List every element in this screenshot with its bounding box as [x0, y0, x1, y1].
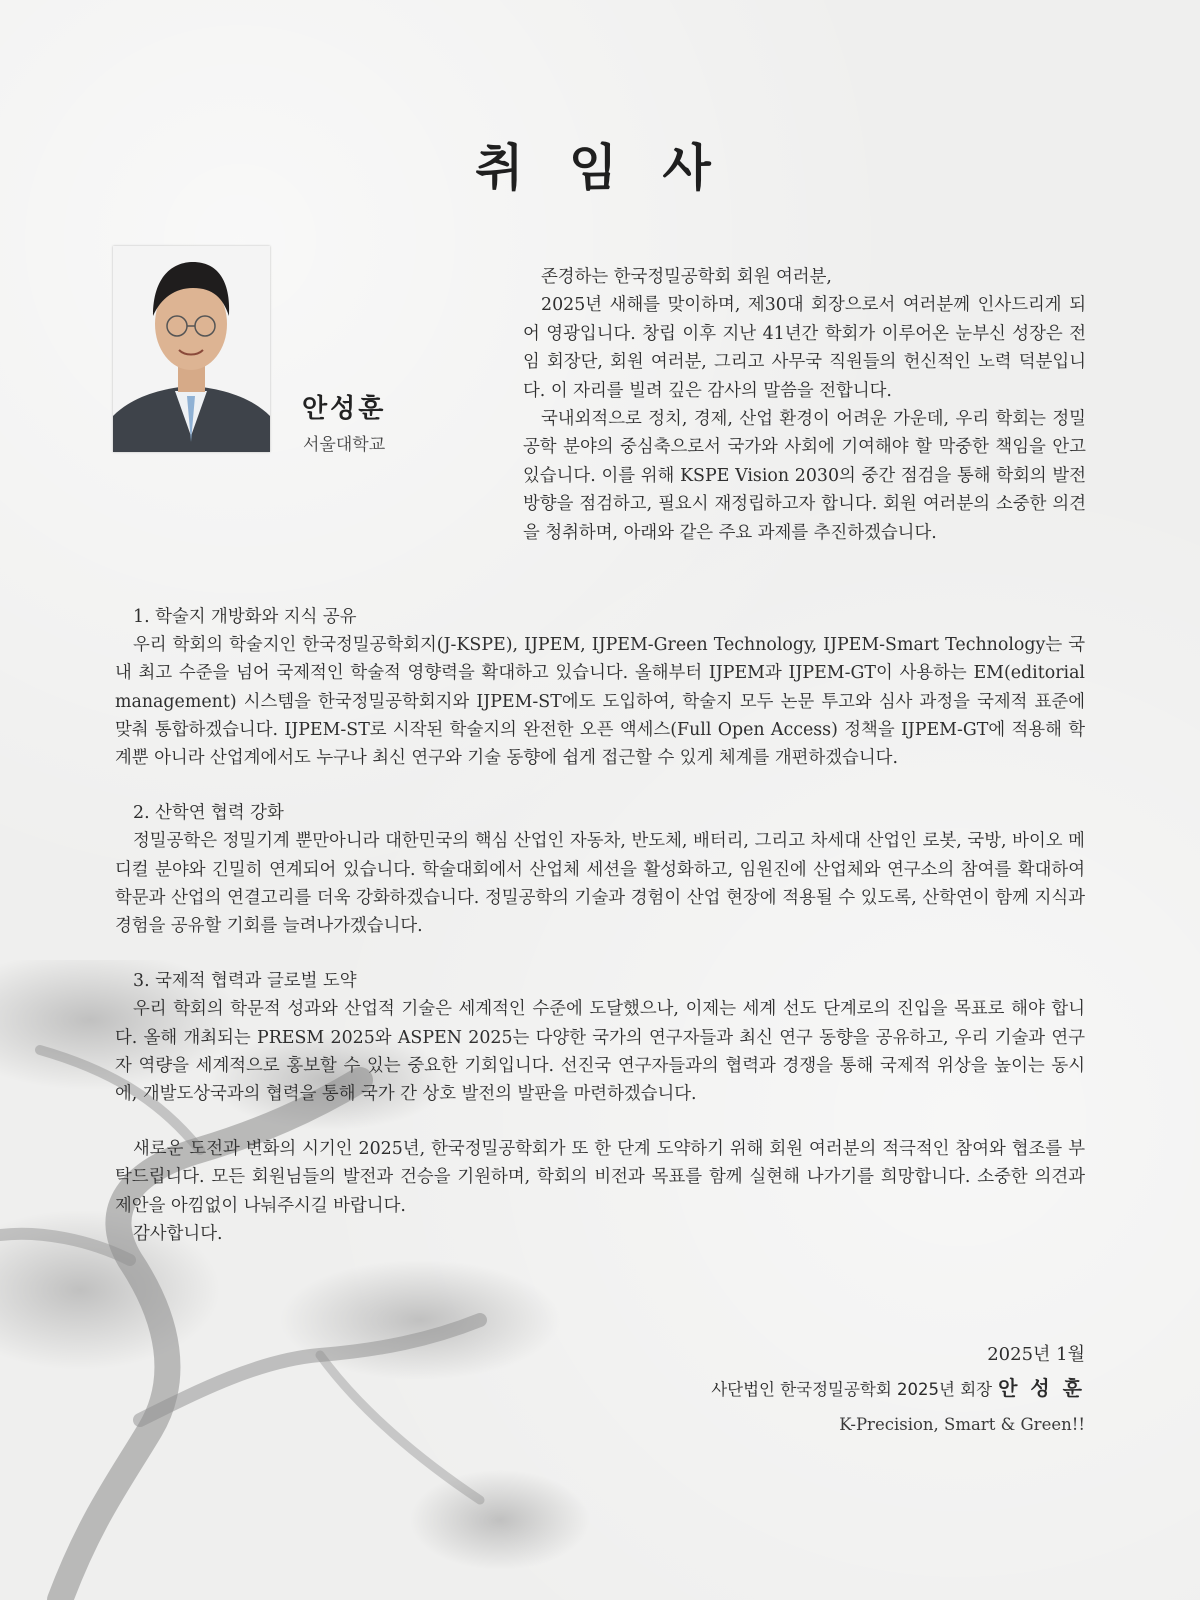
section-global: [115, 967, 1085, 1108]
intro-paragraph: 국내외적으로 정치, 경제, 산업 환경이 어려운 가운데, 우리 학회는 정밀공학 분야의 중심축으로서 국가와 사회에 기여해야 할 막중한 책임을 안고 있습니다. 이를 위해 KSPE Vision 2030의 중간 점검을 통해 학회의 발전 방향을 점검하고, 필요시 재정립하고자 합니다. 회원 여러분의 소중한 의견을 청취하며, 아래와 같은 주요 과제를 추진하겠습니다.: [523, 409, 1086, 543]
section-journal: [115, 603, 1085, 772]
intro-text: [523, 263, 1086, 547]
intro-greeting: 존경하는 한국정밀공학회 회원 여러분,: [541, 267, 832, 287]
portrait-image: [113, 246, 270, 452]
date: 2025년 1월: [987, 1344, 1085, 1365]
section-text: 정밀공학은 정밀기계 뿐만아니라 대한민국의 핵심 산업인 자동차, 반도체, 배터리, 그리고 차세대 산업인 로봇, 국방, 바이오 메디컬 분야와 긴밀히 연계되어 있습니다. 학술대회에서 산업체 세션을 활성화하고, 임원진에 산업체와 연구소의 참여를 확대하여 학문과 산업의 연결고리를 더욱 강화하겠습니다. 정밀공학의 기술과 경험이 산업 현장에 적용될 수 있도록, 산학연이 함께 지식과 경험을 공유할 기회를 늘려나가겠습니다.: [115, 831, 1085, 937]
portrait-photo: [113, 246, 270, 452]
section-heading: 1. 학술지 개방화와 지식 공유: [133, 607, 357, 627]
closing-thanks: 감사합니다.: [133, 1223, 223, 1244]
section-text: 우리 학회의 학술지인 한국정밀공학회지(J-KSPE), IJPEM, IJPEM-Green Technology, IJPEM-Smart Technology는 국내 최고 수준을 넘어 국제적인 학술적 영향력을 확대하고 있습니다. 올해부터 IJPEM과 IJPEM-GT이 사용하는 EM(editorial management) 시스템을 한국정밀공학회지와 IJPEM-ST에도 도입하여, 학술지 모두 논문 투고와 심사 과정을 국제적 표준에 맞춰 통합하겠습니다. IJPEM-ST로 시작된 학술지의 완전한 오픈 액세스(Full Open Access) 정책을 IJPEM-GT에 적용해 학계뿐 아니라 산업계에서도 누구나 최신 연구와 기술 동향에 쉽게 접근할 수 있게 체계를 개편하겠습니다.: [115, 635, 1085, 769]
closing-paragraph: 새로운 도전과 변화의 시기인 2025년, 한국정밀공학회가 또 한 단계 도약하기 위해 회원 여러분의 적극적인 참여와 협조를 부탁드립니다. 모든 회원님들의 발전과 건승을 기원하며, 학회의 비전과 목표를 함께 실현해 나가기를 희망합니다. 소중한 의견과 제안을 아낌없이 나눠주시길 바랍니다.: [115, 1139, 1085, 1216]
section-heading: 2. 산학연 협력 강화: [133, 803, 284, 824]
author-affiliation: 서울대학교: [303, 435, 386, 455]
signature-title: 사단법인 한국정밀공학회 2025년 회장: [711, 1380, 993, 1399]
section-industry: [115, 799, 1085, 940]
slogan: K-Precision, Smart & Green!!: [839, 1415, 1085, 1434]
author-name: 안성훈: [302, 394, 387, 424]
closing-text: [115, 1135, 1085, 1248]
signature: [711, 1372, 1085, 1401]
main-body: [115, 603, 1085, 1248]
page-title: 취 임 사: [475, 139, 725, 197]
section-text: 우리 학회의 학문적 성과와 산업적 기술은 세계적인 수준에 도달했으나, 이제는 세계 선도 단계로의 진입을 목표로 해야 합니다. 올해 개최되는 PRESM 2025와 ASPEN 2025는 다양한 국가의 연구자들과 최신 연구 동향을 공유하고, 우리 기술과 연구자 역량을 세계적으로 홍보할 수 있는 중요한 기회입니다. 선진국 연구자들과의 협력과 경쟁을 통해 국제적 위상을 높이는 동시에, 개발도상국과의 협력을 통해 국가 간 상호 발전의 발판을 마련하겠습니다.: [115, 999, 1085, 1105]
signature-name: 안 성 훈: [998, 1376, 1085, 1400]
section-heading: 3. 국제적 협력과 글로벌 도약: [133, 971, 357, 992]
intro-paragraph: 2025년 새해를 맞이하며, 제30대 회장으로서 여러분께 인사드리게 되어 영광입니다. 창립 이후 지난 41년간 학회가 이루어온 눈부신 성장은 전임 회장단, 회원 여러분, 그리고 사무국 직원들의 헌신적인 노력 덕분입니다. 이 자리를 빌려 깊은 감사의 말씀을 전합니다.: [523, 295, 1086, 401]
